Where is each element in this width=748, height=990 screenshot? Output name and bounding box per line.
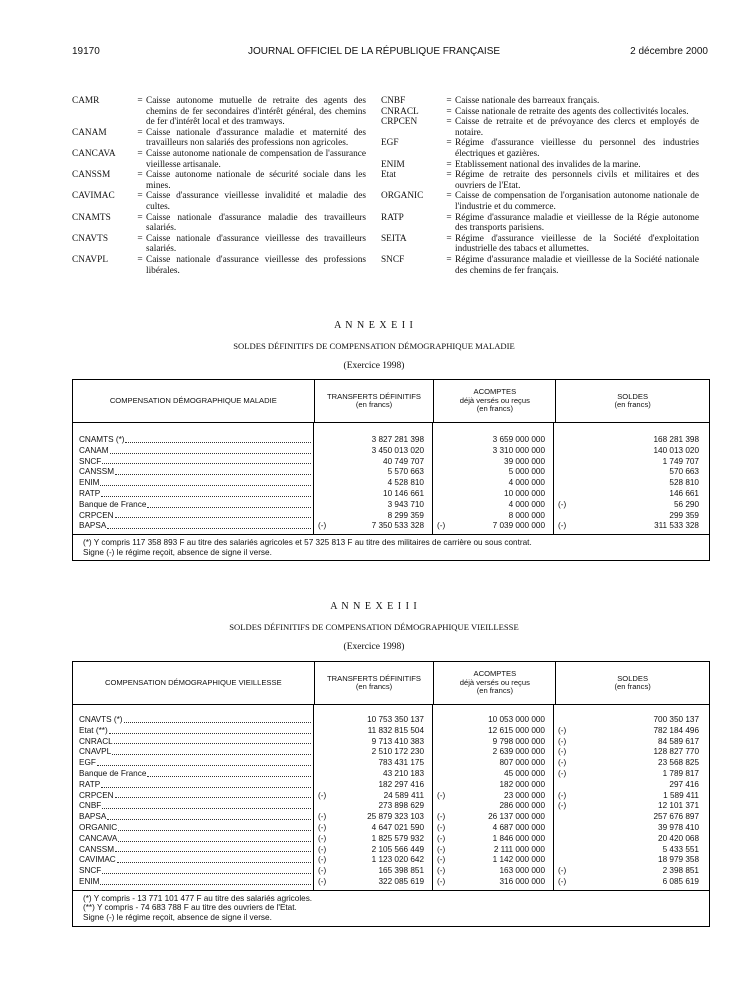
value-cell: 182 000 000	[499, 779, 545, 789]
value-cell: (-) 24 589 411	[318, 790, 424, 800]
value-cell: 299 359	[669, 510, 699, 520]
col-header-transferts: TRANSFERTS DÉFINITIFS (en francs)	[315, 380, 435, 422]
value-cell: 18 979 358	[658, 855, 699, 865]
issue-date: 2 décembre 2000	[630, 46, 708, 57]
value-cell: 297 416	[669, 779, 699, 789]
value-cell: 286 000 000	[499, 801, 545, 811]
value-cell: (-) 1 589 411	[558, 790, 699, 800]
abbreviation-code: ENIM	[381, 159, 405, 170]
abbreviations-right	[381, 96, 699, 276]
abbreviation-definition: Régime d'assurance vieillesse de la Société d'exploitation industrielle des tabacs et allumettes.	[455, 233, 699, 255]
abbreviation-definition: Caisse nationale d'assurance maladie des travailleurs salariés.	[146, 212, 366, 234]
abbreviation-code: CAVIMAC	[72, 191, 115, 202]
annex3-notes: (*) Y compris - 13 771 101 477 F au titre des salariés agricoles. (**) Y compris - 74 683 788 F au titre des ouvriers de l'Etat. Signe (-) le régime reçoit, absence de signe il verse.	[73, 890, 709, 926]
annex3-table	[72, 661, 710, 927]
row-label: CNRACL	[73, 737, 313, 748]
row-label: ENIM	[73, 877, 313, 888]
row-label: CRPCEN	[73, 511, 313, 522]
abbreviation-entry	[381, 117, 699, 138]
value-cell: 1 749 707	[662, 456, 699, 466]
value-cell: 11 832 815 504	[367, 725, 424, 735]
abbreviation-definition: Régime d'assurance vieillesse du personnel des industries électriques et gazières.	[455, 138, 699, 159]
abbreviation-entry	[381, 170, 699, 191]
abbreviation-definition: Caisse nationale d'assurance maladie et maternité des travailleurs non salariés des professions non agricoles.	[146, 127, 366, 149]
annex3-title: SOLDES DÉFINITIFS DE COMPENSATION DÉMOGRAPHIQUE VIEILLESSE	[229, 622, 519, 632]
transferts-col	[314, 705, 433, 890]
abbreviation-definition: Caisse de compensation de l'organisation autonome nationale de l'industrie et du commerce.	[455, 191, 699, 212]
annex2-exercise: (Exercice 1998)	[343, 361, 405, 371]
equals-sign: =	[446, 106, 452, 117]
value-cell: (-) 2 105 566 449	[318, 844, 424, 854]
equals-sign: =	[446, 117, 452, 128]
value-cell: 20 420 068	[658, 833, 699, 843]
value-cell: (-) 311 533 328	[558, 521, 699, 531]
value-cell: 5 570 663	[387, 467, 424, 477]
abbreviation-entry	[72, 96, 366, 128]
abbreviation-entry	[381, 191, 699, 212]
abbreviation-definition: Régime d'assurance maladie et vieillesse de la Société nationale des chemins de fer français.	[455, 254, 699, 276]
abbreviation-entry	[381, 255, 699, 276]
row-label: CANSSM	[73, 467, 313, 478]
row-label: BAPSA	[73, 812, 313, 823]
value-cell: 146 661	[669, 488, 699, 498]
abbreviation-code: CRPCEN	[381, 117, 418, 128]
equals-sign: =	[137, 191, 143, 202]
equals-sign: =	[446, 212, 452, 223]
abbreviation-entry	[72, 191, 366, 212]
acomptes-col	[433, 423, 554, 534]
annex3-heading: A N N E X E I I I	[330, 601, 418, 612]
equals-sign: =	[137, 148, 143, 159]
value-cell: (-) 4 647 021 590	[318, 822, 424, 832]
abbreviation-code: CNRACL	[381, 106, 419, 117]
row-label: Banque de France	[73, 500, 313, 511]
abbreviation-definition: Caisse de retraite et de prévoyance des clercs et employés de notaire.	[455, 117, 699, 138]
abbreviation-entry	[72, 128, 366, 149]
value-cell: 10 053 000 000	[488, 715, 545, 724]
value-cell: (-) 6 085 619	[558, 876, 699, 886]
equals-sign: =	[446, 233, 452, 244]
value-cell: 3 659 000 000	[492, 435, 545, 444]
equals-sign: =	[446, 254, 452, 265]
row-label: ENIM	[73, 478, 313, 489]
row-label: CNBF	[73, 801, 313, 812]
page-number: 19170	[72, 46, 100, 57]
equals-sign: =	[137, 170, 143, 181]
abbreviation-entry	[72, 255, 366, 276]
value-cell: 8 299 359	[387, 510, 424, 520]
value-cell: (-) 84 589 617	[558, 736, 699, 746]
value-cell: 4 000 000	[508, 499, 545, 509]
col-header-soldes: SOLDES (en francs)	[614, 391, 651, 409]
row-label: Etat (**)	[73, 726, 313, 737]
value-cell: (-) 23 000 000	[437, 790, 545, 800]
value-cell: 12 615 000 000	[488, 725, 545, 735]
value-cell: 783 431 175	[378, 758, 424, 768]
abbreviation-entry	[72, 213, 366, 234]
col-header-acomptes: ACOMPTES déjà versés ou reçus (en francs)	[434, 662, 556, 704]
abbreviation-definition: Etablissement national des invalides de la marine.	[455, 159, 641, 170]
value-cell: 8 000 000	[508, 510, 545, 520]
abbreviation-entry	[381, 160, 699, 171]
value-cell: 257 676 897	[653, 812, 699, 822]
col-header-compensation: COMPENSATION DÉMOGRAPHIQUE VIEILLESSE	[73, 662, 315, 704]
annex3-exercise: (Exercice 1998)	[343, 642, 405, 652]
value-cell: (-) 2 398 851	[558, 866, 699, 876]
abbreviation-definition: Régime de retraite des personnels civils et militaires et des ouvriers de l'Etat.	[455, 170, 699, 191]
value-cell: (-) 165 398 851	[318, 866, 424, 876]
annex2-title: SOLDES DÉFINITIFS DE COMPENSATION DÉMOGRAPHIQUE MALADIE	[233, 341, 515, 351]
col-header-compensation: COMPENSATION DÉMOGRAPHIQUE MALADIE	[73, 380, 315, 422]
value-cell: (-) 128 827 770	[558, 747, 699, 757]
abbreviation-code: CNAVPL	[72, 254, 108, 265]
abbreviation-definition: Caisse nationale d'assurance vieillesse des professions libérales.	[146, 254, 366, 276]
equals-sign: =	[446, 170, 452, 181]
row-label: CANAM	[73, 446, 313, 457]
abbreviation-code: SNCF	[381, 254, 405, 265]
value-cell: (-) 23 568 825	[558, 758, 699, 768]
row-label: CRPCEN	[73, 791, 313, 802]
value-cell: (-) 782 184 496	[558, 725, 699, 735]
abbreviation-definition: Caisse nationale de retraite des agents des collectivités locales.	[455, 106, 689, 117]
value-cell: 807 000 000	[499, 758, 545, 768]
row-label: CANSSM	[73, 845, 313, 856]
value-cell: (-) 25 879 323 103	[318, 812, 424, 822]
abbreviation-code: CANSSM	[72, 170, 111, 181]
value-cell: 10 753 350 137	[367, 715, 424, 724]
value-cell: 700 350 137	[653, 715, 699, 724]
value-cell: 168 281 398	[653, 435, 699, 444]
abbreviation-definition: Caisse nationale des barreaux français.	[455, 96, 600, 106]
value-cell: 140 013 020	[653, 445, 699, 455]
abbreviation-entry	[381, 234, 699, 255]
value-cell: 2 510 172 230	[371, 747, 424, 757]
value-cell: 10 146 661	[383, 488, 424, 498]
value-cell: 273 898 629	[378, 801, 424, 811]
value-cell: 3 450 013 020	[371, 445, 424, 455]
abbreviation-definition: Caisse autonome nationale de sécurité sociale dans les mines.	[146, 170, 366, 191]
equals-sign: =	[137, 212, 143, 223]
equals-sign: =	[137, 96, 143, 106]
value-cell: 4 000 000	[508, 478, 545, 488]
value-cell: 2 639 000 000	[492, 747, 545, 757]
value-cell: 182 297 416	[378, 779, 424, 789]
value-cell: 10 000 000	[504, 488, 545, 498]
abbreviation-code: CANCAVA	[72, 148, 116, 159]
abbreviation-code: SEITA	[381, 233, 407, 244]
abbreviation-entry	[72, 170, 366, 191]
row-label: Banque de France	[73, 769, 313, 780]
row-label: CNAVTS (*)	[73, 715, 313, 726]
value-cell: (-) 7 039 000 000	[437, 521, 545, 531]
col-header-transferts: TRANSFERTS DÉFINITIFS (en francs)	[315, 662, 435, 704]
journal-title: JOURNAL OFFICIEL DE LA RÉPUBLIQUE FRANÇAISE	[247, 46, 501, 57]
abbreviation-definition: Caisse autonome mutuelle de retraite des agents des chemins de fer secondaires d'intérêt général, des chemins de fer d'intérêt local et des tramways.	[146, 96, 366, 128]
value-cell: 3 310 000 000	[492, 445, 545, 455]
row-label: ORGANIC	[73, 823, 313, 834]
value-cell: 45 000 000	[504, 768, 545, 778]
value-cell: 9 713 410 383	[371, 736, 424, 746]
value-cell: 3 943 710	[387, 499, 424, 509]
abbreviation-entry	[72, 149, 366, 170]
annex2-notes: (*) Y compris 117 358 893 F au titre des salariés agricoles et 57 325 813 F au titre des militaires de carrière ou sous contrat. Signe (-) le régime reçoit, absence de signe il verse.	[73, 534, 709, 560]
row-label: RATP	[73, 780, 313, 791]
row-label: BAPSA	[73, 521, 313, 532]
abbreviation-code: EGF	[381, 138, 399, 149]
row-label: SNCF	[73, 866, 313, 877]
equals-sign: =	[137, 127, 143, 138]
row-label: RATP	[73, 489, 313, 500]
value-cell: (-) 12 101 371	[558, 801, 699, 811]
row-label: EGF	[73, 758, 313, 769]
abbreviation-code: CAMR	[72, 96, 100, 106]
value-cell: 40 749 707	[383, 456, 424, 466]
value-cell: 39 978 410	[658, 822, 699, 832]
soldes-col	[554, 423, 707, 534]
value-cell: (-) 1 142 000 000	[437, 855, 545, 865]
value-cell: 5 433 551	[662, 844, 699, 854]
col-header-soldes: SOLDES (en francs)	[614, 673, 651, 691]
value-cell: (-) 4 687 000 000	[437, 822, 545, 832]
value-cell: 9 798 000 000	[492, 736, 545, 746]
row-label: CAVIMAC	[73, 855, 313, 866]
names-col	[73, 705, 314, 890]
equals-sign: =	[446, 96, 452, 106]
abbreviation-code: CNBF	[381, 96, 406, 106]
abbreviation-definition: Caisse autonome nationale de compensation de l'assurance vieillesse artisanale.	[146, 148, 366, 170]
abbreviation-code: CNAVTS	[72, 233, 108, 244]
acomptes-col	[433, 705, 554, 890]
value-cell: 3 827 281 398	[371, 435, 424, 444]
transferts-col	[314, 423, 433, 534]
annex2-heading: A N N E X E I I	[334, 320, 414, 331]
row-label: SNCF	[73, 457, 313, 468]
abbreviation-entry	[381, 213, 699, 234]
row-label: CANCAVA	[73, 834, 313, 845]
value-cell: (-) 163 000 000	[437, 866, 545, 876]
value-cell: 4 528 810	[387, 478, 424, 488]
col-header-acomptes: ACOMPTES déjà versés ou reçus (en francs)	[434, 380, 556, 422]
value-cell: (-) 322 085 619	[318, 876, 424, 886]
value-cell: 43 210 183	[383, 768, 424, 778]
value-cell: (-) 2 111 000 000	[437, 844, 545, 854]
value-cell: (-) 7 350 533 328	[318, 521, 424, 531]
value-cell: (-) 1 825 579 932	[318, 833, 424, 843]
equals-sign: =	[446, 159, 452, 170]
value-cell: 39 000 000	[504, 456, 545, 466]
row-label: CNAMTS (*)	[73, 435, 313, 446]
abbreviation-entry	[381, 96, 699, 107]
value-cell: 528 810	[669, 478, 699, 488]
value-cell: 570 663	[669, 467, 699, 477]
names-col	[73, 423, 314, 534]
annex2-table	[72, 379, 710, 561]
abbreviations-left	[72, 96, 366, 276]
value-cell: (-) 1 789 817	[558, 768, 699, 778]
value-cell: 5 000 000	[508, 467, 545, 477]
abbreviation-code: CNAMTS	[72, 212, 111, 223]
abbreviation-definition: Caisse nationale d'assurance vieillesse des travailleurs salariés.	[146, 233, 366, 255]
abbreviation-entry	[381, 107, 699, 118]
equals-sign: =	[137, 233, 143, 244]
abbreviation-entry	[381, 138, 699, 159]
abbreviation-definition: Régime d'assurance maladie et vieillesse de la Régie autonome des transports parisiens.	[455, 212, 699, 234]
abbreviation-definition: Caisse d'assurance vieillesse invalidité et maladie des cultes.	[146, 191, 366, 212]
soldes-col	[554, 705, 707, 890]
value-cell: (-) 1 123 020 642	[318, 855, 424, 865]
value-cell: (-) 1 846 000 000	[437, 833, 545, 843]
value-cell: (-) 26 137 000 000	[437, 812, 545, 822]
row-label: CNAVPL	[73, 747, 313, 758]
abbreviation-code: RATP	[381, 212, 404, 223]
abbreviation-code: ORGANIC	[381, 191, 424, 202]
abbreviation-code: Etat	[381, 170, 396, 181]
abbreviation-code: CANAM	[72, 127, 107, 138]
abbreviation-entry	[72, 234, 366, 255]
equals-sign: =	[446, 191, 452, 202]
equals-sign: =	[446, 138, 452, 149]
value-cell: (-) 56 290	[558, 499, 699, 509]
equals-sign: =	[137, 254, 143, 265]
value-cell: (-) 316 000 000	[437, 876, 545, 886]
